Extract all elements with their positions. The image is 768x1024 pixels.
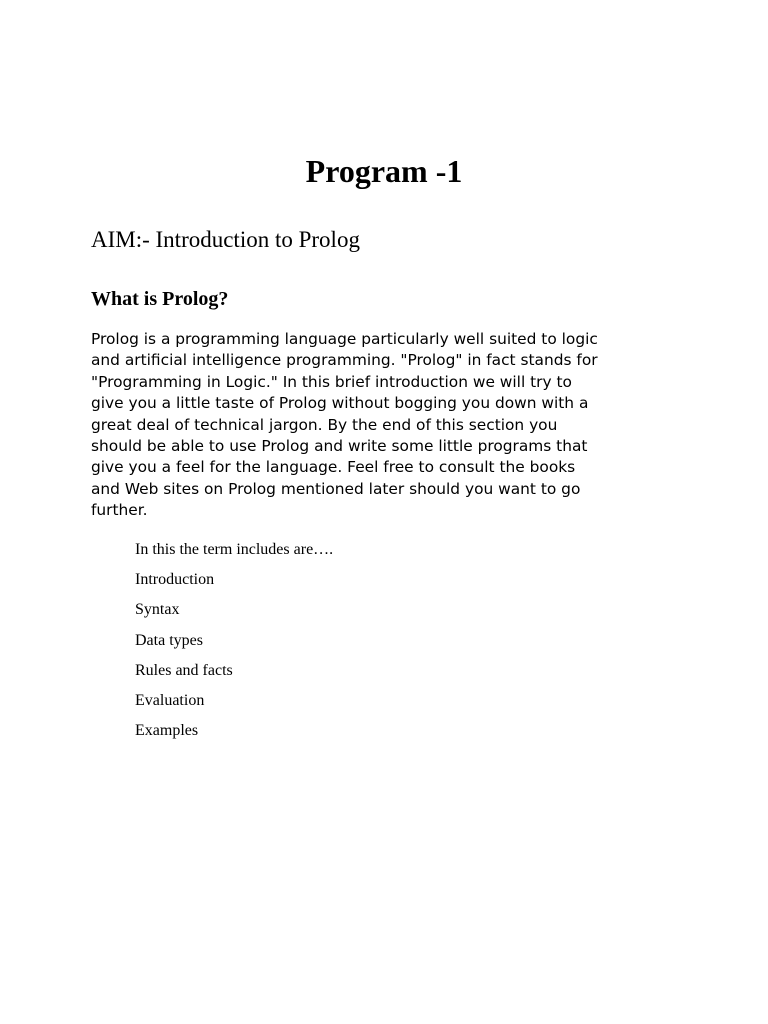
- list-item-syntax: Syntax: [135, 601, 180, 619]
- paragraph-line: great deal of technical jargon. By the end of this section you: [91, 415, 558, 434]
- paragraph-line: Prolog is a programming language particularly well suited to logic: [91, 330, 598, 348]
- section-heading: What is Prolog?: [91, 288, 229, 310]
- list-item-examples: Examples: [135, 722, 199, 740]
- list-intro: In this the term includes are….: [135, 541, 334, 558]
- intro-paragraph: [91, 329, 691, 522]
- topic-list: [135, 569, 233, 751]
- list-item-rules-and-facts: Rules and facts: [135, 661, 233, 679]
- paragraph-line: give you a feel for the language. Feel free to consult the books: [91, 458, 576, 477]
- page-title: Program -1: [305, 153, 463, 189]
- list-item-introduction: Introduction: [135, 571, 215, 588]
- paragraph-line: "Programming in Logic." In this brief introduction we will try to: [91, 372, 572, 391]
- paragraph-line: and Web sites on Prolog mentioned later should you want to go: [91, 479, 581, 498]
- aim-line: AIM:- Introduction to Prolog: [91, 227, 360, 252]
- paragraph-line: and artificial intelligence programming. "Prolog" in fact stands for: [91, 351, 598, 370]
- paragraph-line: further.: [91, 501, 148, 520]
- paragraph-line: give you a little taste of Prolog without bogging you down with a: [91, 394, 589, 413]
- paragraph-line: should be able to use Prolog and write some little programs that: [91, 437, 588, 456]
- list-item-data-types: Data types: [135, 631, 203, 649]
- list-item-evaluation: Evaluation: [135, 692, 205, 710]
